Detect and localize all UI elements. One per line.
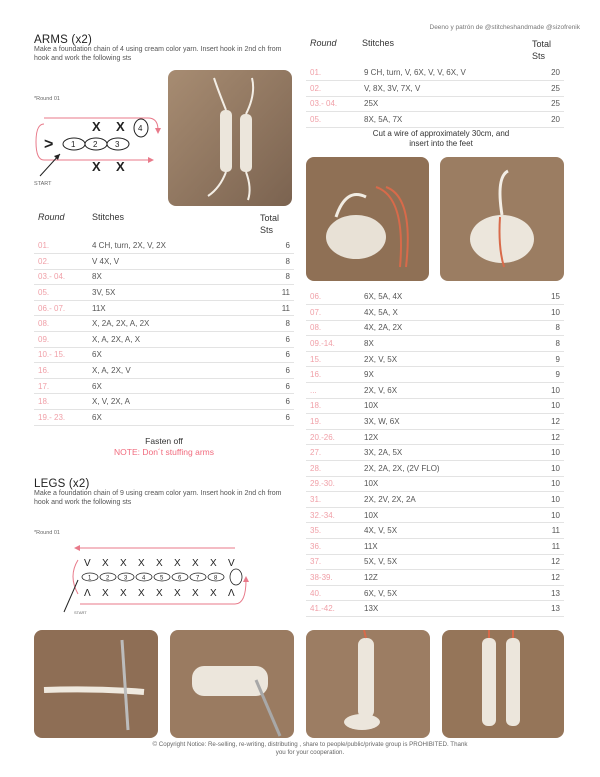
round-number: 08. <box>34 316 88 332</box>
round-number: 15. <box>306 351 360 367</box>
stitch-mark: X <box>192 588 199 599</box>
copyright-footer: © Copyright Notice: Re-selling, re-writing, distributing , share to people/public/private group is PROHIBITED. Thank you for your cooperation. <box>152 741 468 756</box>
round-number: 06.- 07. <box>34 300 88 316</box>
stitch-mark: X <box>210 558 217 569</box>
round-number: 05. <box>34 285 88 301</box>
stitch-sequence: 6X <box>88 347 254 363</box>
round-number: 18. <box>34 394 88 410</box>
legs-table-bottom <box>306 289 564 617</box>
legs-start-label: START <box>74 610 87 615</box>
round-number: 16. <box>34 363 88 379</box>
table-row <box>306 383 564 399</box>
round-number: 07. <box>306 305 360 321</box>
credit-line: Deeno y patrón de @stitcheshandmade @sizofrenik <box>429 24 580 31</box>
legs-title: LEGS (x2) <box>34 478 90 490</box>
total-stitches: 20 <box>524 65 564 81</box>
stitch-mark: X <box>174 558 181 569</box>
total-stitches: 9 <box>524 351 564 367</box>
total-stitches: 10 <box>524 492 564 508</box>
round-number: 09.-14. <box>306 336 360 352</box>
table-row <box>34 300 294 316</box>
total-stitches: 6 <box>254 378 294 394</box>
stitch-sequence: 6X, V, 5X <box>360 585 524 601</box>
stitch-sequence: 12Z <box>360 570 524 586</box>
stitch-mark: X <box>174 588 181 599</box>
total-stitches: 8 <box>524 320 564 336</box>
total-stitches: 12 <box>524 414 564 430</box>
chain-number: 7 <box>196 575 200 582</box>
total-stitches: 8 <box>254 316 294 332</box>
total-stitches: 6 <box>254 332 294 348</box>
chain-number: 2 <box>93 140 98 149</box>
round-number: 19.- 23. <box>34 410 88 426</box>
stitch-sequence: 8X, 5A, 7X <box>360 112 524 128</box>
stitch-mark: X <box>120 558 127 569</box>
chain-number: 2 <box>106 575 110 582</box>
table-row <box>34 378 294 394</box>
arms-intro: Make a foundation chain of 4 using cream color yarn. Insert hook in 2nd ch from hook and work the following sts <box>34 46 282 62</box>
round-number: 02. <box>34 254 88 270</box>
stitch-mark: X <box>92 159 101 174</box>
stitch-sequence: 3X, 2A, 5X <box>360 445 524 461</box>
table-row <box>306 523 564 539</box>
table-row <box>306 492 564 508</box>
stitch-sequence: 4 CH, turn, 2X, V, 2X <box>88 238 254 254</box>
total-stitches: 10 <box>524 383 564 399</box>
stitch-mark: X <box>192 558 199 569</box>
round-number: 38-39. <box>306 570 360 586</box>
total-stitches: 6 <box>254 410 294 426</box>
arms-table <box>34 238 294 426</box>
stitch-sequence: 8X <box>360 336 524 352</box>
stitch-sequence: 4X, 2A, 2X <box>360 320 524 336</box>
total-stitches: 8 <box>524 336 564 352</box>
stitch-mark: V <box>228 558 235 569</box>
total-stitches: 6 <box>254 363 294 379</box>
arms-note: NOTE: Don´t stuffing arms <box>114 447 214 457</box>
total-stitches: 10 <box>524 445 564 461</box>
total-stitches: 8 <box>254 269 294 285</box>
total-stitches: 25 <box>524 96 564 112</box>
leg-photo-1 <box>306 630 430 738</box>
chain-number: 6 <box>178 575 182 582</box>
wire-note: Cut a wire of approximately 30cm, and insert into the feet <box>372 129 510 148</box>
total-stitches: 20 <box>524 112 564 128</box>
stitch-mark: X <box>156 558 163 569</box>
arms-diagram-label: *Round 01 <box>34 96 60 102</box>
total-stitches: 11 <box>254 285 294 301</box>
table-row <box>306 367 564 383</box>
stitch-mark: V <box>84 558 91 569</box>
stitch-sequence: 5X, V, 5X <box>360 554 524 570</box>
round-number: 10.- 15. <box>34 347 88 363</box>
table-row <box>306 96 564 112</box>
total-stitches: 12 <box>524 570 564 586</box>
chain-stitch <box>230 569 242 585</box>
stitch-mark: X <box>156 588 163 599</box>
arms-photo <box>168 70 292 206</box>
header-stitches: Stitches <box>362 38 395 48</box>
chain-number: 1 <box>71 140 76 149</box>
total-stitches: 11 <box>524 539 564 555</box>
stitch-sequence: X, A, 2X, A, X <box>88 332 254 348</box>
total-stitches: 15 <box>524 289 564 305</box>
table-row <box>306 476 564 492</box>
chain-number: 4 <box>142 575 146 582</box>
total-stitches: 25 <box>524 81 564 97</box>
round-number: 40. <box>306 585 360 601</box>
stitch-sequence: X, A, 2X, V <box>88 363 254 379</box>
stitch-mark: X <box>120 588 127 599</box>
total-stitches: 6 <box>254 394 294 410</box>
total-stitches: 6 <box>254 347 294 363</box>
table-row <box>306 414 564 430</box>
stitch-mark: Λ <box>228 588 235 599</box>
total-stitches: 13 <box>524 601 564 617</box>
round-number: 02. <box>306 81 360 97</box>
chain-number: 4 <box>138 124 143 133</box>
stitch-sequence: 9 CH, turn, V, 6X, V, V, 6X, V <box>360 65 524 81</box>
chain-number: 3 <box>115 140 120 149</box>
table-row <box>306 461 564 477</box>
arms-fasten: Fasten off <box>145 436 183 446</box>
stitch-sequence: V, 8X, 3V, 7X, V <box>360 81 524 97</box>
chain-number: 3 <box>124 575 128 582</box>
sole-photo <box>170 630 294 738</box>
round-number: 29.-30. <box>306 476 360 492</box>
table-row <box>34 347 294 363</box>
table-row <box>306 539 564 555</box>
header-total: Total Sts <box>260 213 280 235</box>
legs-table-header <box>310 38 564 64</box>
table-row <box>306 289 564 305</box>
table-row <box>306 429 564 445</box>
stitch-sequence: 11X <box>88 300 254 316</box>
stitch-mark: X <box>116 119 125 134</box>
stitch-sequence: 3V, 5X <box>88 285 254 301</box>
stitch-sequence: X, 2A, 2X, A, 2X <box>88 316 254 332</box>
table-row <box>34 394 294 410</box>
table-row <box>306 351 564 367</box>
header-round: Round <box>310 38 337 48</box>
arms-title: ARMS (x2) <box>34 34 93 46</box>
stitch-sequence: 2X, 2A, 2X, (2V FLO) <box>360 461 524 477</box>
stitch-sequence: 10X <box>360 398 524 414</box>
stitch-mark: X <box>138 588 145 599</box>
table-row <box>34 269 294 285</box>
stitch-mark: X <box>92 119 101 134</box>
stitch-mark: X <box>116 159 125 174</box>
round-number: 01. <box>34 238 88 254</box>
stitch-sequence: 3X, W, 6X <box>360 414 524 430</box>
total-stitches: 13 <box>524 585 564 601</box>
table-row <box>306 601 564 617</box>
legs-round-diagram <box>60 540 260 620</box>
header-total: Total Sts <box>532 39 552 61</box>
round-number: 36. <box>306 539 360 555</box>
round-number: 41.-42. <box>306 601 360 617</box>
legs-table-top <box>306 65 564 128</box>
table-row <box>306 81 564 97</box>
round-number: 03.- 04. <box>306 96 360 112</box>
stitch-sequence: 6X <box>88 410 254 426</box>
table-row <box>306 554 564 570</box>
stitch-sequence: 6X <box>88 378 254 394</box>
round-number: 20.-26. <box>306 429 360 445</box>
stitch-sequence: 4X, 5A, X <box>360 305 524 321</box>
chain-number: 8 <box>214 575 218 582</box>
stitch-sequence: 13X <box>360 601 524 617</box>
round-number: 17. <box>34 378 88 394</box>
stitch-sequence: 10X <box>360 476 524 492</box>
round-number: 08. <box>306 320 360 336</box>
table-row <box>34 332 294 348</box>
stitch-sequence: 8X <box>88 269 254 285</box>
table-row <box>306 112 564 128</box>
total-stitches: 11 <box>524 523 564 539</box>
stitch-mark: X <box>102 558 109 569</box>
stitch-mark: X <box>102 588 109 599</box>
table-row <box>306 336 564 352</box>
total-stitches: 6 <box>254 238 294 254</box>
table-row <box>306 445 564 461</box>
chain-number: 1 <box>88 575 92 582</box>
round-number: 03.- 04. <box>34 269 88 285</box>
total-stitches: 10 <box>524 398 564 414</box>
stitch-sequence: V 4X, V <box>88 254 254 270</box>
stitch-sequence: 12X <box>360 429 524 445</box>
table-row <box>306 65 564 81</box>
round-number: 18. <box>306 398 360 414</box>
total-stitches: 8 <box>254 254 294 270</box>
table-row <box>306 585 564 601</box>
table-row <box>34 238 294 254</box>
stitch-sequence: 6X, 5A, 4X <box>360 289 524 305</box>
stitch-sequence: 4X, V, 5X <box>360 523 524 539</box>
stitch-sequence: X, V, 2X, A <box>88 394 254 410</box>
chain-number: 5 <box>160 575 164 582</box>
table-row <box>34 254 294 270</box>
total-stitches: 9 <box>524 367 564 383</box>
total-stitches: 10 <box>524 461 564 477</box>
stitch-mark: Λ <box>84 588 91 599</box>
round-number: 06. <box>306 289 360 305</box>
chain-photo <box>34 630 158 738</box>
stitch-sequence: 9X <box>360 367 524 383</box>
round-number: ... <box>306 383 360 399</box>
stitch-sequence: 25X <box>360 96 524 112</box>
table-row <box>306 570 564 586</box>
legs-diagram-label: *Round 01 <box>34 530 60 536</box>
table-row <box>306 507 564 523</box>
round-number: 35. <box>306 523 360 539</box>
round-number: 01. <box>306 65 360 81</box>
table-row <box>306 320 564 336</box>
stitch-sequence: 10X <box>360 507 524 523</box>
round-number: 28. <box>306 461 360 477</box>
leg-photo-2 <box>442 630 564 738</box>
round-number: 19. <box>306 414 360 430</box>
total-stitches: 10 <box>524 305 564 321</box>
stitch-mark: X <box>138 558 145 569</box>
arms-start-label: START <box>34 181 52 187</box>
total-stitches: 11 <box>254 300 294 316</box>
stitch-sequence: 2X, V, 5X <box>360 351 524 367</box>
foot-photo-1 <box>306 157 429 281</box>
arms-table-header <box>38 212 294 238</box>
total-stitches: 10 <box>524 507 564 523</box>
table-row <box>34 285 294 301</box>
table-row <box>306 305 564 321</box>
round-number: 16. <box>306 367 360 383</box>
foot-photo-2 <box>440 157 564 281</box>
round-number: 05. <box>306 112 360 128</box>
header-stitches: Stitches <box>92 212 125 222</box>
legs-intro: Make a foundation chain of 9 using cream color yarn. Insert hook in 2nd ch from hook and work the following sts <box>34 490 282 506</box>
table-row <box>34 410 294 426</box>
table-row <box>34 363 294 379</box>
round-number: 09. <box>34 332 88 348</box>
svg-text:>: > <box>44 136 54 153</box>
table-row <box>34 316 294 332</box>
round-number: 32.-34. <box>306 507 360 523</box>
round-number: 27. <box>306 445 360 461</box>
stitch-sequence: 2X, V, 6X <box>360 383 524 399</box>
stitch-sequence: 11X <box>360 539 524 555</box>
table-row <box>306 398 564 414</box>
round-number: 37. <box>306 554 360 570</box>
total-stitches: 12 <box>524 429 564 445</box>
stitch-sequence: 2X, 2V, 2X, 2A <box>360 492 524 508</box>
total-stitches: 10 <box>524 476 564 492</box>
stitch-mark: X <box>210 588 217 599</box>
header-round: Round <box>38 212 65 222</box>
total-stitches: 12 <box>524 554 564 570</box>
round-number: 31. <box>306 492 360 508</box>
